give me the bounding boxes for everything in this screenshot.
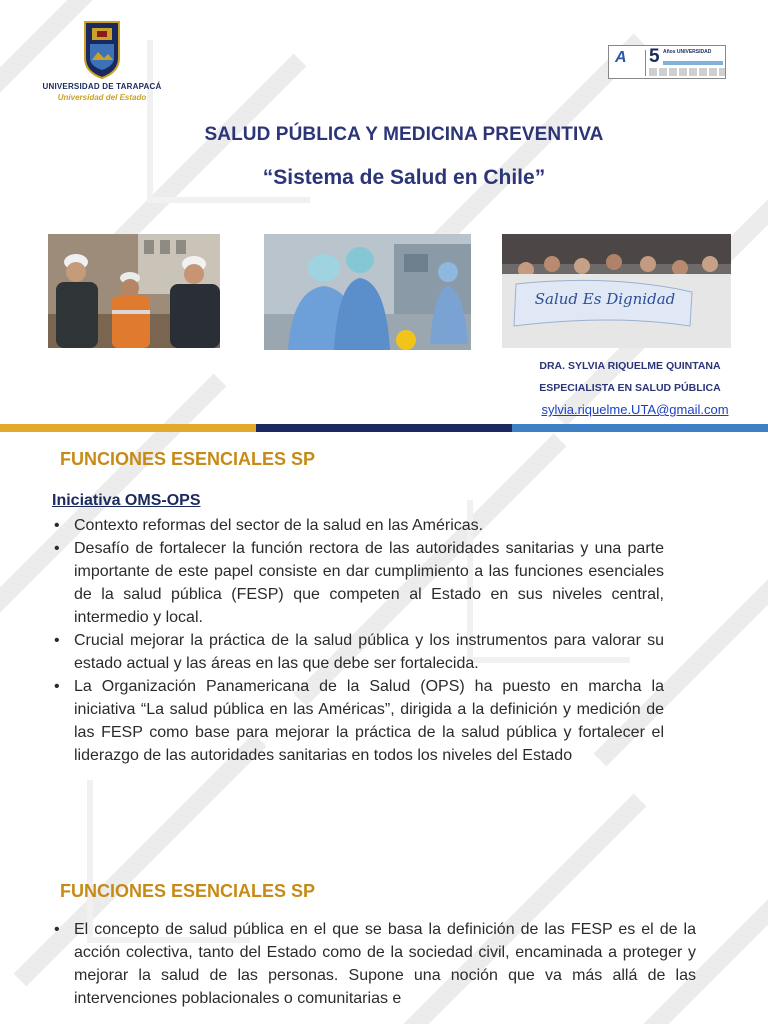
list-item: • Contexto reformas del sector de la salud en las Américas. [52, 514, 664, 537]
section2-bullet-list [52, 918, 696, 1010]
photo-workers [48, 234, 220, 348]
accreditation-fine-print [649, 68, 725, 76]
photo-medical-staff [264, 234, 471, 350]
accreditation-badge [608, 45, 726, 79]
accreditation-logo-letter: A [615, 49, 627, 66]
list-item: • El concepto de salud pública en el que se basa la definición de las FESP es el de la acción colectiva, tanto del Estado como de la sociedad civil, encaminada a proteger y mejorar la salud de las personas. Supone una noción que va más allá de las intervenciones poblacionales o comunitarias e [52, 918, 696, 1010]
course-title: SALUD PÚBLICA Y MEDICINA PREVENTIVA [204, 124, 604, 145]
section1-heading: FUNCIONES ESENCIALES SP [60, 449, 316, 469]
author-role: ESPECIALISTA EN SALUD PÚBLICA [539, 382, 721, 394]
divider-gold [0, 424, 256, 432]
divider-blue [512, 424, 768, 432]
accreditation-top-text: Años UNIVERSIDAD [663, 49, 712, 55]
accreditation-divider [645, 50, 646, 76]
protest-banner-text: Salud Es Dignidad [534, 290, 676, 308]
section-divider [0, 424, 768, 432]
author-name: DRA. SYLVIA RIQUELME QUINTANA [539, 360, 721, 372]
list-item: • La Organización Panamericana de la Salud (OPS) ha puesto en marcha la iniciativa “La salud pública en las Américas”, dirigida a la definición y medición de las FESP como base para mejorar la práctica de la salud pública y fortalecer el liderazgo de las autoridades sanitarias en todos los niveles del Estado [52, 675, 664, 767]
university-name: UNIVERSIDAD DE TARAPACÁ [42, 82, 162, 91]
university-logo [40, 20, 164, 104]
list-item: • Desafío de fortalecer la función rectora de las autoridades sanitarias y una parte importante de este papel consiste en dar cumplimiento a las funciones esenciales de la salud pública (FESP) que competen al Estado en sus niveles central, intermedio y local. [52, 537, 664, 629]
author-email-link[interactable]: sylvia.riquelme.UTA@gmail.com [541, 402, 729, 417]
university-shield-icon [82, 20, 122, 80]
university-subtitle: Universidad del Estado [57, 93, 147, 102]
list-item: • Crucial mejorar la práctica de la salud pública y los instrumentos para valorar su estado actual y las áreas en las que debe ser fortalecida. [52, 629, 664, 675]
divider-navy [256, 424, 512, 432]
accreditation-status-bar [663, 61, 723, 65]
section2-heading: FUNCIONES ESENCIALES SP [60, 881, 316, 901]
section1-subheading: Iniciativa OMS-OPS [52, 492, 201, 509]
section1-bullet-list [52, 514, 664, 767]
photo-protest [502, 234, 731, 348]
topic-title: “Sistema de Salud en Chile” [262, 166, 546, 189]
accreditation-years: 5 [649, 46, 660, 67]
